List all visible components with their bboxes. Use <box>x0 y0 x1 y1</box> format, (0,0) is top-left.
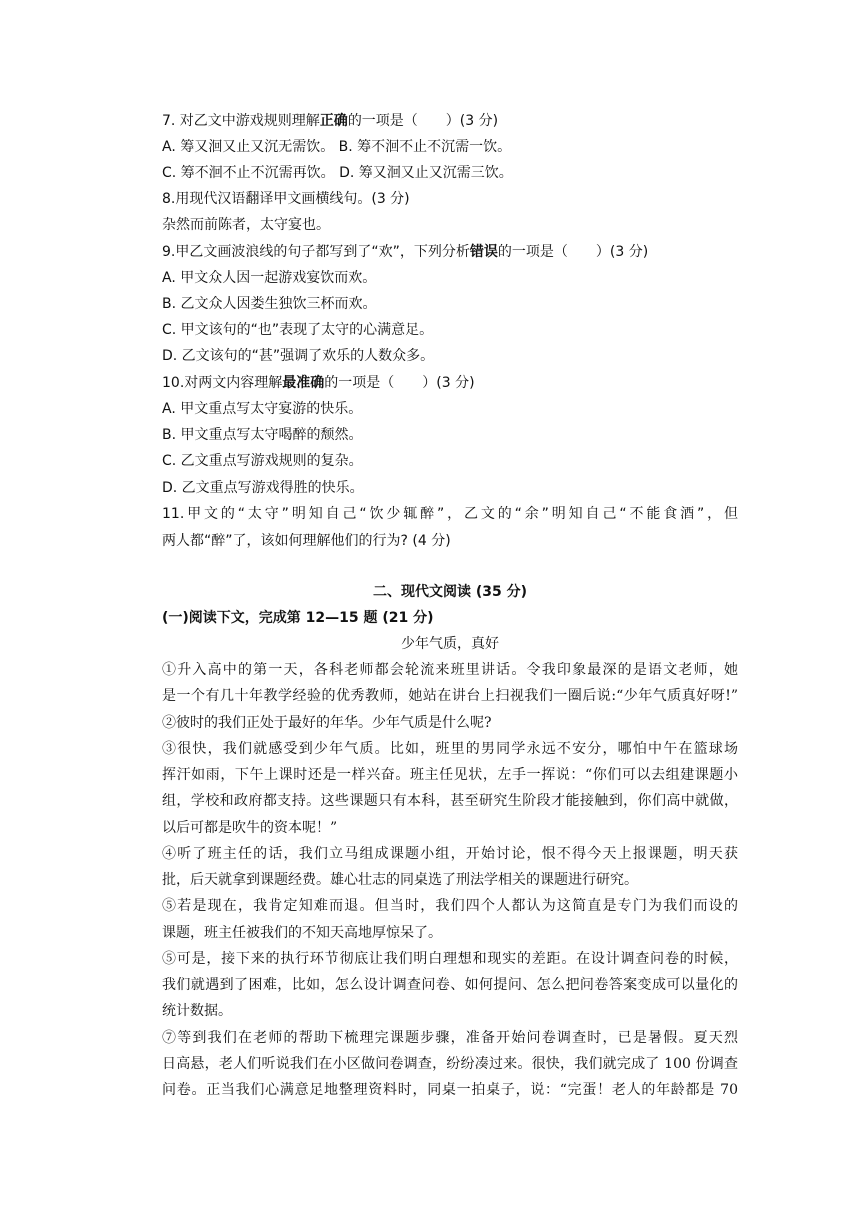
essay-p7-line-3: 问卷。正当我们心满意足地整理资料时，同桌一拍桌子，说：“完蛋！老人的年龄都是 70 <box>162 1082 738 1098</box>
question-10-stem: 10.对两文内容理解最准确的一项是（ ）(3 分) <box>162 375 475 391</box>
question-10-option-c: C. 乙文重点写游戏规则的复杂。 <box>162 453 363 469</box>
question-10-option-b: B. 甲文重点写太守喝醉的颓然。 <box>162 427 363 443</box>
essay-p7-line-2: 日高悬，老人们听说我们在小区做问卷调查，纷纷凑过来。很快，我们就完成了 100 份调查 <box>162 1056 738 1072</box>
question-10-option-a: A. 甲文重点写太守宴游的快乐。 <box>162 401 363 417</box>
essay-p4-line-2: 批，后天就拿到课题经费。雄心壮志的同桌选了刑法学相关的课题进行研究。 <box>162 872 638 888</box>
question-8-sentence: 杂然而前陈者，太守宴也。 <box>162 217 330 233</box>
question-9-option-d: D. 乙文该句的“甚”强调了欢乐的人数众多。 <box>162 348 435 364</box>
essay-p1-line-1: ①升入高中的第一天，各科老师都会轮流来班里讲话。令我印象最深的是语文老师，她 <box>162 662 738 678</box>
essay-p2: ②彼时的我们正处于最好的年华。少年气质是什么呢? <box>162 715 492 731</box>
question-10-option-d: D. 乙文重点写游戏得胜的快乐。 <box>162 480 364 496</box>
essay-p3-line-1: ③很快，我们就感受到少年气质。比如，班里的男同学永远不安分，哪怕中午在篮球场 <box>162 741 738 757</box>
section-2-title: 二、现代文阅读 (35 分) <box>372 584 528 600</box>
essay-p7-line-1: ⑦等到我们在老师的帮助下梳理完课题步骤，准备开始问卷调查时，已是暑假。夏天烈 <box>162 1030 738 1046</box>
essay-p1-line-2: 是一个有几十年教学经验的优秀教师，她站在讲台上扫视我们一圈后说:“少年气质真好呀!” <box>162 688 738 704</box>
question-11-line-1: 11.甲文的“太守”明知自己“饮少辄醉”，乙文的“余”明知自己“不能食酒”，但 <box>162 506 738 522</box>
question-9-option-c: C. 甲文该句的“也”表现了太守的心满意足。 <box>162 322 434 338</box>
essay-title: 少年气质，真好 <box>401 636 499 652</box>
question-9-stem: 9.甲乙文画波浪线的句子都写到了“欢”，下列分析错误的一项是（ ）(3 分) <box>162 244 649 260</box>
essay-p3-line-2: 挥汗如雨，下午上课时还是一样兴奋。班主任见状，左手一挥说：“你们可以去组建课题小 <box>162 767 738 783</box>
section-2-instruction: (一)阅读下文，完成第 12—15 题 (21 分) <box>162 610 434 626</box>
question-9-option-a: A. 甲文众人因一起游戏宴饮而欢。 <box>162 270 377 286</box>
essay-p6-line-2: 我们就遇到了困难，比如，怎么设计调查问卷、如何提问、怎么把问卷答案变成可以量化的 <box>162 977 738 993</box>
question-8-stem: 8.用现代汉语翻译甲文画横线句。(3 分) <box>162 191 410 207</box>
essay-p5-line-1: ⑤若是现在，我肯定知难而退。但当时，我们四个人都认为这简直是专门为我们而设的 <box>162 898 738 914</box>
essay-p3-line-4: 以后可都是吹牛的资本呢！” <box>162 820 338 836</box>
essay-p5-line-2: 课题，班主任被我们的不知天高地厚惊呆了。 <box>162 925 442 941</box>
essay-p4-line-1: ④听了班主任的话，我们立马组成课题小组，开始讨论，恨不得今天上报课题，明天获 <box>162 846 738 862</box>
question-7-options-ab: A. 筹又洄又止又沉无需饮。 B. 筹不洄不止不沉需一饮。 <box>162 139 512 155</box>
question-9-option-b: B. 乙文众人因娄生独饮三杯而欢。 <box>162 296 377 312</box>
essay-p6-line-3: 统计数据。 <box>162 1003 232 1019</box>
question-7-options-cd: C. 筹不洄不止不沉需再饮。 D. 筹又洄又止又沉需三饮。 <box>162 165 513 181</box>
question-11-line-2: 两人都“醉”了，该如何理解他们的行为? (4 分) <box>162 533 451 549</box>
essay-p3-line-3: 组，学校和政府都支持。这些课题只有本科，甚至研究生阶段才能接触到，你们高中就做， <box>162 793 738 809</box>
essay-p6-line-1: ⑤可是，接下来的执行环节彻底让我们明白理想和现实的差距。在设计调查问卷的时候， <box>162 951 738 967</box>
question-7-stem: 7. 对乙文中游戏规则理解正确的一项是（ ）(3 分) <box>162 113 499 129</box>
